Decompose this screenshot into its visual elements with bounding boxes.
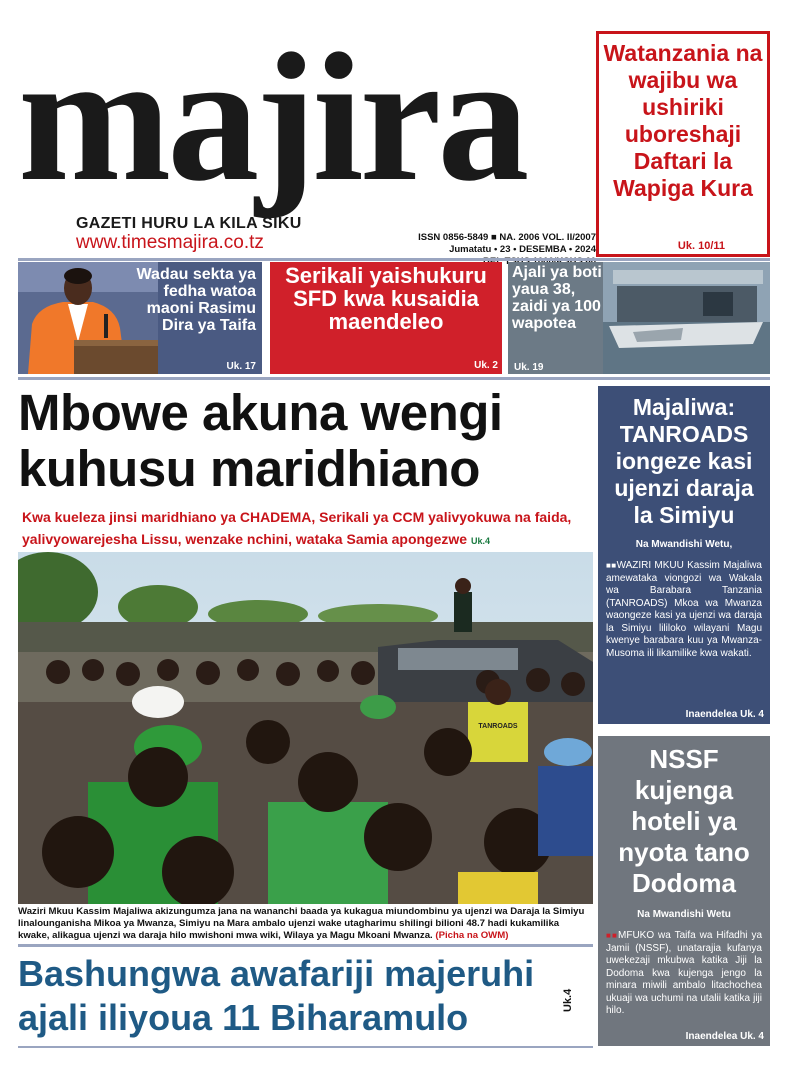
tagline: GAZETI HURU LA KILA SIKU <box>76 215 302 232</box>
side-story-nssf-hotel[interactable] <box>598 736 770 1046</box>
date-line: Jumatatu • 23 • DESEMBA • 2024 <box>449 244 596 255</box>
side-story-simiyu-bridge[interactable] <box>598 386 770 724</box>
divider <box>18 377 770 380</box>
bottom-page-ref: Uk.4 <box>562 988 574 1012</box>
teaser-sfd[interactable] <box>270 262 502 374</box>
divider <box>18 1046 593 1048</box>
side-story-continue-ref[interactable]: Inaendelea Uk. 4 <box>685 709 764 720</box>
divider <box>18 944 593 947</box>
side-story-body-text: WAZIRI MKUU Kassim Majaliwa amewataka viongozi wa Wakala wa Barabara Tanzania (TANROADS) Mkoa wa Mwanza waongeze kasi ya ujenzi wa daraja la Simiyu lililoko wilayani Magu kwenye barabara kuu ya Mwanza-Musoma ili likamilike kwa wakati. <box>606 560 762 659</box>
bullet-marker: ■■ <box>606 931 618 940</box>
side-story-byline: Na Mwandishi Wetu <box>637 909 731 920</box>
lead-headline[interactable]: Mbowe akuna wengi kuhusu maridhiano <box>18 384 503 497</box>
teaser-strip <box>18 262 770 374</box>
lead-subheadline <box>22 506 597 552</box>
promo-page-ref: Uk. 10/11 <box>677 240 725 252</box>
vest-label: TANROADS <box>478 723 518 730</box>
side-story-title: NSSF kujenga hoteli ya nyota tano Dodoma <box>618 744 750 898</box>
lead-photo[interactable] <box>18 552 593 904</box>
promo-box-voter-register[interactable] <box>596 31 770 257</box>
photo-credit: (Picha na OWM) <box>435 930 509 941</box>
side-story-body <box>598 920 770 1018</box>
side-story-body <box>598 550 770 660</box>
boat-photo <box>603 262 770 374</box>
bottom-headline[interactable]: Bashungwa awafariji majeruhi ajali iliyoua 11 Biharamulo <box>18 953 535 1038</box>
teaser-finance-ref: Uk. 17 <box>226 361 256 372</box>
logo[interactable]: majira <box>18 15 526 219</box>
teaser-boat[interactable] <box>508 262 770 374</box>
website-link[interactable]: www.timesmajira.co.tz <box>76 232 264 253</box>
side-story-byline: Na Mwandishi Wetu, <box>635 539 733 550</box>
masthead <box>18 15 596 262</box>
crowd-photo <box>18 552 593 904</box>
promo-title: Watanzania na wajibu wa ushiriki uboreshaji Daftari la Wapiga Kura <box>603 40 763 201</box>
side-story-continue-ref[interactable]: Inaendelea Uk. 4 <box>685 1031 764 1042</box>
side-story-body-text: MFUKO wa Taifa wa Hifadhi ya Jamii (NSSF), unatarajia kufanya uwekezaji mkubwa katika Jiji la Dodoma kwa kujenga jengo la minara miwili ambalo litachochea ukuaji wa uchumi na utalii katika jiji hilo. <box>606 930 763 1016</box>
teaser-finance[interactable] <box>18 262 262 374</box>
teaser-boat-ref: Uk. 19 <box>514 362 544 373</box>
teaser-sfd-ref: Uk. 2 <box>474 360 498 371</box>
teaser-finance-text: Wadau sekta ya fedha watoa maoni Rasimu Dira ya Taifa <box>136 266 256 334</box>
divider <box>18 258 770 261</box>
caption-text: Waziri Mkuu Kassim Majaliwa akizungumza jana na wananchi baada ya kukagua miundombinu ya ujenzi wa Daraja la Simiyu linalounganisha Mikoa ya Mwanza, Simiyu na Mara ambalo ujenzi wake utagharimu shilingi bilioni 48.7 hadi kukamilika kwake, alikagua ujenzi wa daraja hilo mwishoni mwa wiki, Wilaya ya Magu Mkoani Mwanza. <box>18 906 585 941</box>
issn-line: ISSN 0856-5849 ■ NA. 2006 VOL. II/2007 <box>418 232 596 243</box>
teaser-boat-text: Ajali ya boti yaua 38, zaidi ya 100 wapotea <box>512 264 602 332</box>
lead-subheadline-text: Kwa kueleza jinsi maridhiano ya CHADEMA, Serikali ya CCM yalivyokuwa na faida, yalivyowarejesha Lissu, wenzake nchini, wataka Samia apongezwe <box>22 509 572 547</box>
photo-caption <box>18 906 593 942</box>
lead-page-ref: Uk.4 <box>470 536 490 546</box>
bullet-marker: ■■ <box>606 561 617 570</box>
teaser-sfd-text: Serikali yaishukuru SFD kwa kusaidia maendeleo <box>285 263 487 334</box>
side-story-title: Majaliwa: TANROADS iongeze kasi ujenzi daraja la Simiyu <box>614 394 754 528</box>
